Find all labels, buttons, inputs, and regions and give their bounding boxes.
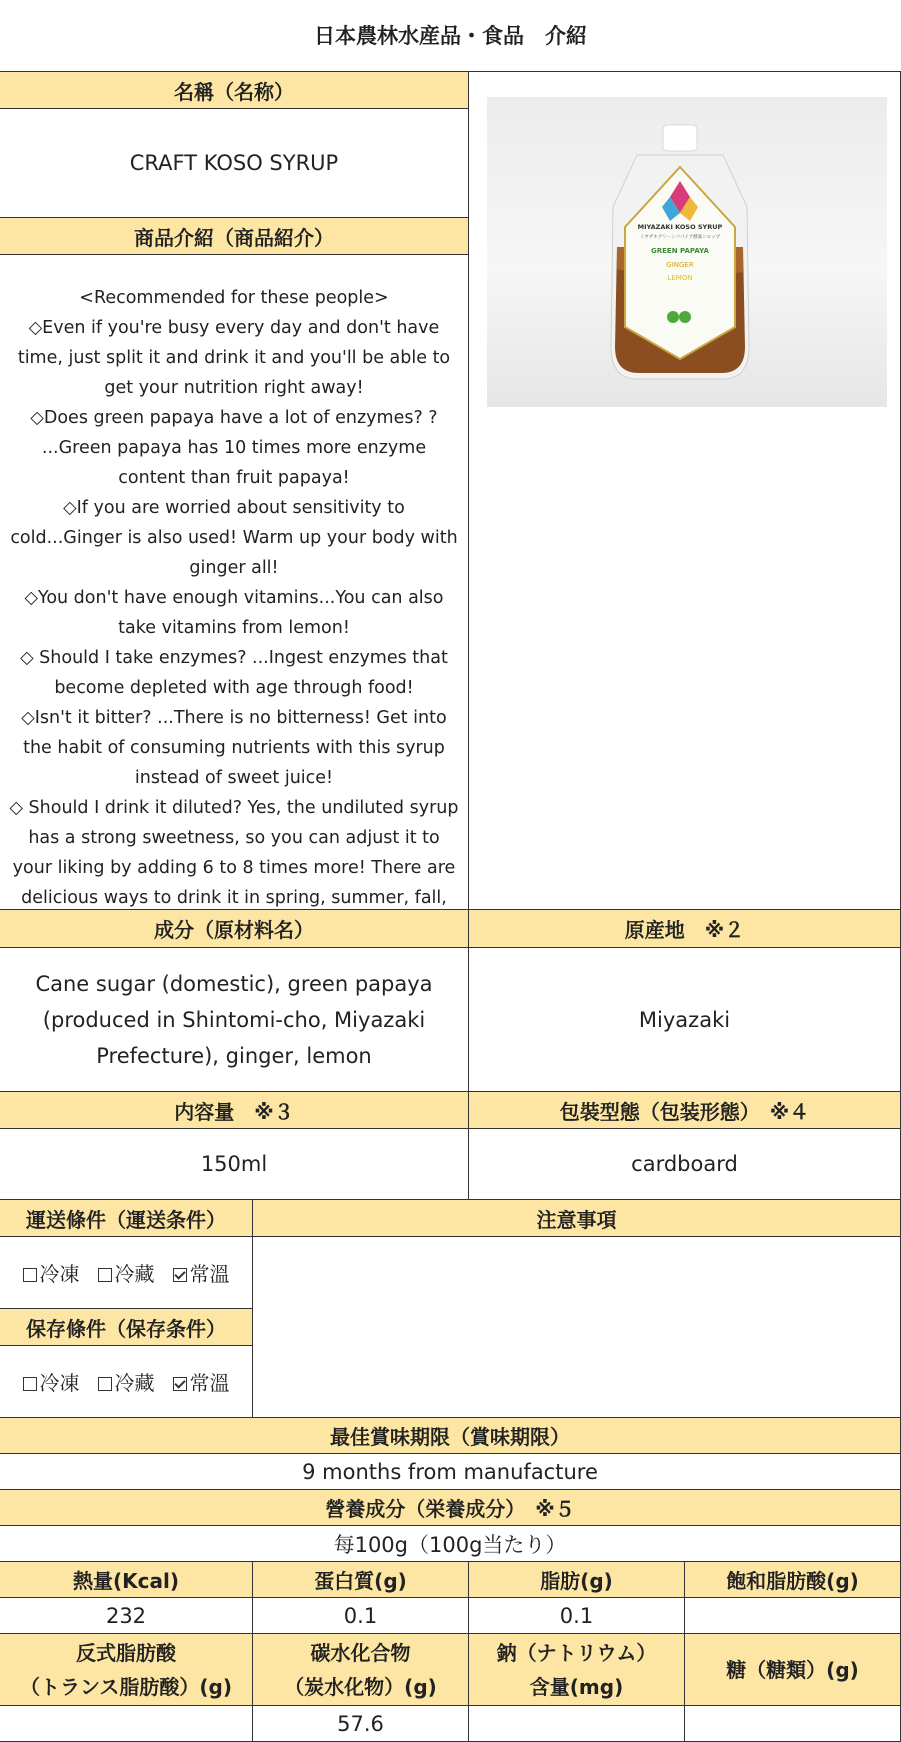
storage-option-chilled: 冷藏 bbox=[98, 1367, 155, 1396]
storage-option-frozen: 冷凍 bbox=[23, 1367, 80, 1396]
intro-line: ◇If you are worried about sensitivity to cold...Ginger is also used! Warm up your body with ginger all! bbox=[10, 498, 458, 578]
transport-header: 運送條件（運送条件） bbox=[0, 1200, 253, 1237]
nutrition-col-header: 飽和脂肪酸(g) bbox=[685, 1562, 901, 1598]
intro-line: ◇You don't have enough vitamins...You can also take vitamins from lemon! bbox=[24, 588, 444, 638]
intro-line: <Recommended for these people> bbox=[79, 288, 389, 308]
intro-description bbox=[0, 255, 469, 910]
storage-option-ambient: 常溫 bbox=[173, 1367, 230, 1396]
checkbox-checked-icon bbox=[173, 1268, 187, 1282]
nutrition-value-saturated-fat bbox=[685, 1598, 901, 1634]
best-before-header: 最佳賞味期限（賞味期限） bbox=[0, 1418, 901, 1454]
intro-line: ◇Even if you're busy every day and don't have time, just split it and drink it and you'll be able to get your nutrition right away! bbox=[17, 318, 451, 398]
transport-options bbox=[0, 1237, 253, 1309]
storage-header: 保存條件（保存条件） bbox=[0, 1309, 253, 1346]
intro-line: ◇ Should I drink it diluted? Yes, the undiluted syrup has a strong sweetness, so you can adjust it to your liking by adding 6 to 8 times more! There are delicious ways to drink it in spring, summer, fall, bbox=[9, 798, 459, 908]
nutrition-value-trans-fat bbox=[0, 1706, 253, 1742]
nutrition-value-sugar bbox=[685, 1706, 901, 1742]
checkbox-icon bbox=[98, 1377, 112, 1391]
nutrition-value-sodium bbox=[469, 1706, 685, 1742]
nutrition-col-header: 蛋白質(g) bbox=[253, 1562, 469, 1598]
best-before-value: 9 months from manufacture bbox=[0, 1454, 901, 1490]
notes-header: 注意事項 bbox=[253, 1200, 901, 1237]
packaging-value: cardboard bbox=[469, 1129, 901, 1200]
pouch-flavor: GREEN PAPAYA bbox=[651, 247, 709, 255]
storage-options bbox=[0, 1346, 253, 1418]
pouch-flavor: LEMON bbox=[667, 274, 693, 282]
nutrition-col-header: 熱量(Kcal) bbox=[0, 1562, 253, 1598]
syrup-pouch-image bbox=[487, 97, 887, 407]
product-photo bbox=[487, 97, 887, 407]
name-header: 名稱（名称） bbox=[0, 72, 469, 109]
volume-value: 150ml bbox=[0, 1129, 469, 1200]
transport-option-frozen: 冷凍 bbox=[23, 1258, 80, 1287]
intro-line: ◇Isn't it bitter? ...There is no bitterness! Get into the habit of consuming nutrients with this syrup instead of sweet juice! bbox=[21, 708, 447, 788]
intro-header: 商品介紹（商品紹介） bbox=[0, 218, 469, 255]
nutrition-value-fat: 0.1 bbox=[469, 1598, 685, 1634]
ingredients-value: Cane sugar (domestic), green papaya (produced in Shintomi-cho, Miyazaki Prefecture), ginger, lemon bbox=[0, 948, 469, 1092]
nutrition-col-header-sodium: 鈉（ナトリウム） 含量(mg) bbox=[469, 1634, 685, 1706]
intro-line: ◇Does green papaya have a lot of enzymes? ? ...Green papaya has 10 times more enzyme content than fruit papaya! bbox=[30, 408, 438, 488]
checkbox-checked-icon bbox=[173, 1377, 187, 1391]
nutrition-value-carbohydrate: 57.6 bbox=[253, 1706, 469, 1742]
nutrition-value-protein: 0.1 bbox=[253, 1598, 469, 1634]
nutrition-col-header: 脂肪(g) bbox=[469, 1562, 685, 1598]
nutrition-col-header-trans-fat: 反式脂肪酸 （トランス脂肪酸）(g) bbox=[0, 1634, 253, 1706]
pouch-subtitle: ミヤザキグリーンパパイア酵素シロップ bbox=[639, 235, 721, 240]
checkbox-icon bbox=[98, 1268, 112, 1282]
nutrition-header: 營養成分（栄養成分） ※５ bbox=[0, 1490, 901, 1526]
transport-option-ambient: 常溫 bbox=[173, 1258, 230, 1287]
name-value: CRAFT KOSO SYRUP bbox=[0, 109, 469, 218]
checkbox-icon bbox=[23, 1268, 37, 1282]
ingredients-header: 成分（原材料名） bbox=[0, 910, 469, 948]
pouch-brand: MIYAZAKI KOSO SYRUP bbox=[637, 223, 723, 231]
nutrition-col-header-sugar: 糖（糖類）(g) bbox=[685, 1634, 901, 1706]
nutrition-per: 每100g（100g当たり） bbox=[0, 1526, 901, 1562]
notes-value bbox=[253, 1237, 901, 1418]
nutrition-col-header-carbohydrate: 碳水化合物 （炭水化物）(g) bbox=[253, 1634, 469, 1706]
transport-option-chilled: 冷藏 bbox=[98, 1258, 155, 1287]
origin-header: 原産地 ※２ bbox=[469, 910, 901, 948]
nutrition-value-energy: 232 bbox=[0, 1598, 253, 1634]
origin-value: Miyazaki bbox=[469, 948, 901, 1092]
volume-header: 内容量 ※３ bbox=[0, 1092, 469, 1129]
packaging-header: 包裝型態（包装形態） ※４ bbox=[469, 1092, 901, 1129]
checkbox-icon bbox=[23, 1377, 37, 1391]
intro-line: ◇ Should I take enzymes? ...Ingest enzymes that become depleted with age through food! bbox=[20, 648, 448, 698]
page-title: 日本農林水産品・食品 介紹 bbox=[314, 24, 587, 48]
pouch-flavor: GINGER bbox=[666, 261, 694, 269]
